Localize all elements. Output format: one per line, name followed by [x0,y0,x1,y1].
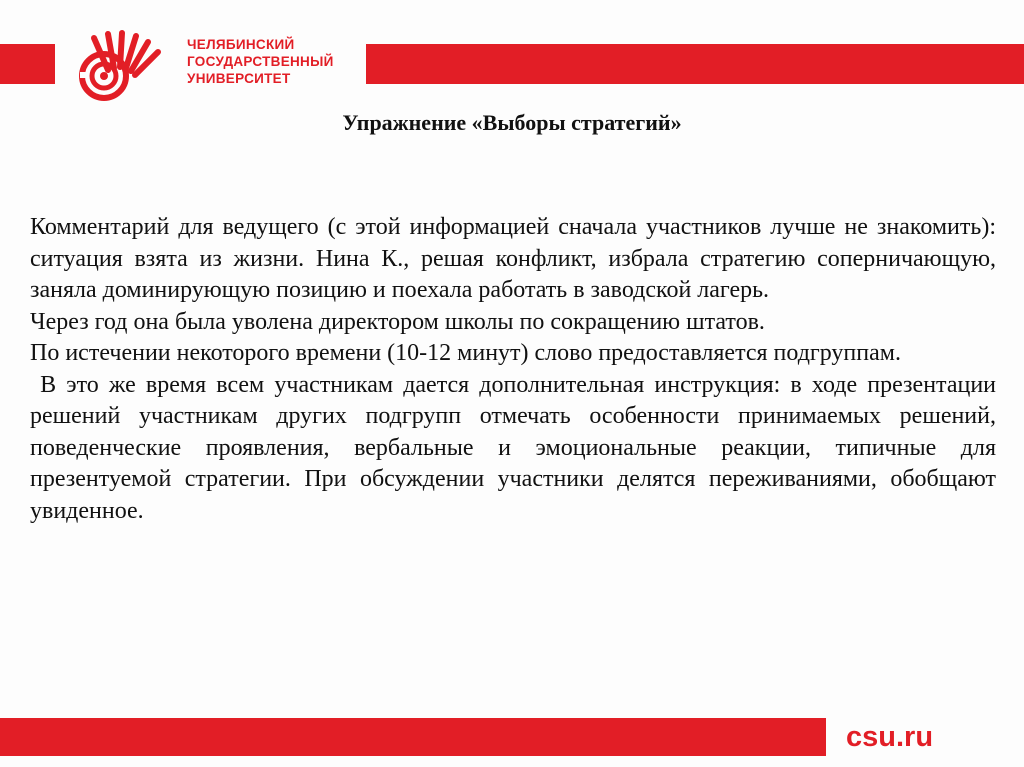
university-name-line-3: УНИВЕРСИТЕТ [187,71,291,86]
paragraph-1: Комментарий для ведущего (с этой информацией сначала участников лучше не знакомить): ситуация взята из жизни. Нина К., решая конфликт, избрала стратегию соперничающую, заняла доминирующую позицию и поехала работать в заводской лагерь. [30,214,996,303]
paragraph-3: По истечении некоторого времени (10-12 минут) слово предоставляется подгруппам. [30,340,901,366]
slide-body [30,212,1002,527]
paragraph-4: В это же время всем участникам дается дополнительная инструкция: в ходе презентации решений участникам других подгрупп отмечать особенности принимаемых решений, поведенческие проявления, вербальные и эмоциональные реакции, типичные для презентуемой стратегии. При обсуждении участники делятся переживаниями, обобщают увиденное. [30,371,1002,524]
site-link[interactable]: csu.ru [846,721,934,753]
paragraph-2: Через год она была уволена директором школы по сокращению штатов. [30,308,765,335]
university-name-line-2: ГОСУДАРСТВЕННЫЙ [187,54,334,69]
slide-title: Упражнение «Выборы стратегий» [342,110,682,135]
header-band-right [366,44,1024,84]
csu-logo-icon [72,30,172,102]
university-name-line-1: ЧЕЛЯБИНСКИЙ [187,37,295,52]
header-band-left [0,44,55,84]
footer-band [0,718,826,756]
university-name [187,36,334,87]
